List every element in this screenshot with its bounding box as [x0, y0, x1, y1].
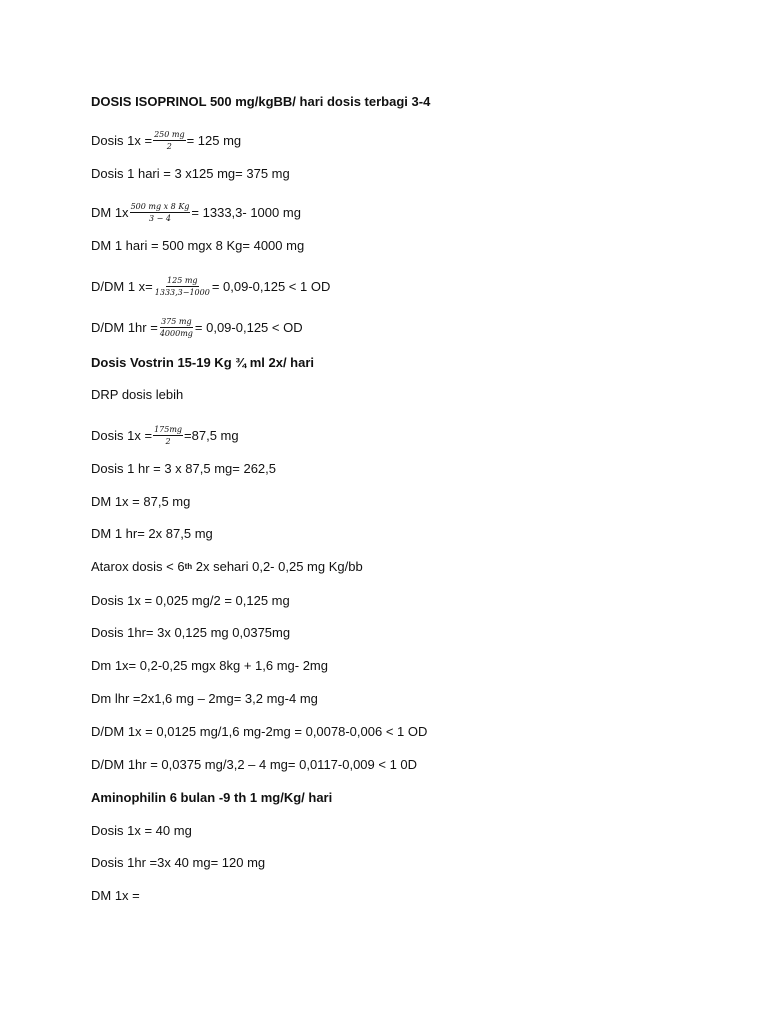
numerator: 125 mg — [167, 276, 198, 285]
aminophilin-max-dose-per-time: DM 1x = — [91, 888, 140, 903]
isoprinol-max-dose-per-time — [91, 202, 301, 223]
result: =87,5 mg — [184, 427, 239, 443]
denominator: 2 — [165, 437, 171, 446]
fraction — [153, 130, 186, 151]
label: DM 1x — [91, 204, 129, 220]
result: = 125 mg — [186, 132, 242, 148]
label: Dosis 1x = — [91, 132, 153, 148]
aminophilin-dose-per-day: Dosis 1hr =3x 40 mg= 120 mg — [91, 855, 266, 870]
denominator: 4000mg — [159, 329, 193, 338]
atarox-max-dose-per-time: Dm 1x= 0,2-0,25 mgx 8kg + 1,6 mg- 2mg — [91, 658, 328, 673]
denominator: 2 — [166, 142, 172, 151]
result: = 0,09-0,125 < 1 OD — [211, 278, 331, 294]
result: = 1333,3- 1000 mg — [191, 204, 301, 220]
aminophilin-heading: Aminophilin 6 bulan -9 th 1 mg/Kg/ hari — [91, 790, 333, 805]
denominator: 1333,3−1000 — [154, 288, 210, 297]
isoprinol-ratio-per-time — [91, 276, 330, 297]
numerator: 375 mg — [161, 317, 192, 326]
fraction — [154, 276, 211, 297]
drp-note: DRP dosis lebih — [91, 387, 184, 402]
numerator: 250 mg — [154, 130, 185, 139]
aminophilin-dose-per-time: Dosis 1x = 40 mg — [91, 823, 192, 838]
atarox-dose-per-day: Dosis 1hr= 3x 0,125 mg 0,0375mg — [91, 625, 291, 640]
label: Atarox dosis < 6 — [91, 559, 185, 574]
atarox-dose-per-time: Dosis 1x = 0,025 mg/2 = 0,125 mg — [91, 593, 290, 608]
isoprinol-dose-per-day: Dosis 1 hari = 3 x125 mg= 375 mg — [91, 166, 290, 181]
vostrin-heading: Dosis Vostrin 15-19 Kg ¾ ml 2x/ hari — [91, 355, 315, 370]
atarox-ratio-per-time: D/DM 1x = 0,0125 mg/1,6 mg-2mg = 0,0078-0,006 < 1 OD — [91, 724, 428, 739]
numerator: 500 mg x 8 Kg — [130, 202, 190, 211]
result: = 0,09-0,125 < OD — [194, 319, 303, 335]
rest: 2x sehari 0,2- 0,25 mg Kg/bb — [192, 559, 363, 574]
label: D/DM 1 x= — [91, 278, 153, 294]
isoprinol-heading: DOSIS ISOPRINOL 500 mg/kgBB/ hari dosis terbagi 3-4 — [91, 94, 431, 109]
vostrin-dose-per-day: Dosis 1 hr = 3 x 87,5 mg= 262,5 — [91, 461, 276, 476]
vostrin-max-dose-per-time: DM 1x = 87,5 mg — [91, 494, 191, 509]
vostrin-dose-per-time — [91, 425, 239, 446]
atarox-max-dose-per-day: Dm lhr =2x1,6 mg – 2mg= 3,2 mg-4 mg — [91, 691, 318, 706]
isoprinol-dose-per-time — [91, 130, 241, 151]
numerator: 175mg — [154, 425, 183, 434]
atarox-heading: Atarox dosis < 6 th 2x sehari 0,2- 0,25 mg Kg/bb — [91, 559, 363, 574]
denominator: 3 − 4 — [149, 214, 171, 223]
fraction — [159, 317, 194, 338]
fraction — [130, 202, 191, 223]
fraction — [153, 425, 183, 446]
atarox-ratio-per-day: D/DM 1hr = 0,0375 mg/3,2 – 4 mg= 0,0117-0,009 < 1 0D — [91, 757, 418, 772]
label: D/DM 1hr = — [91, 319, 158, 335]
isoprinol-ratio-per-day — [91, 317, 303, 338]
isoprinol-max-dose-per-day: DM 1 hari = 500 mgx 8 Kg= 4000 mg — [91, 238, 305, 253]
vostrin-max-dose-per-day: DM 1 hr= 2x 87,5 mg — [91, 526, 213, 541]
label: Dosis 1x = — [91, 427, 153, 443]
